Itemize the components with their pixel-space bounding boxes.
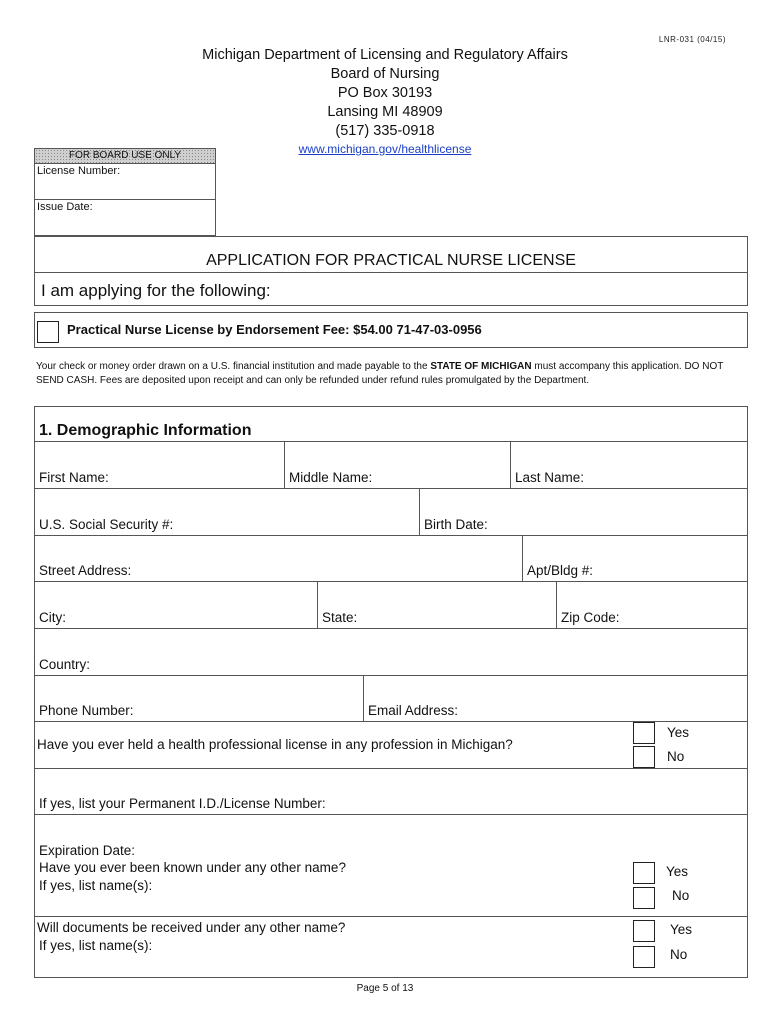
state-field[interactable]: [317, 582, 556, 628]
endorsement-checkbox[interactable]: [37, 321, 59, 343]
demographic-section: [34, 406, 748, 978]
documents-yes-label: Yes: [670, 922, 693, 937]
page-number: Page 5 of 13: [356, 983, 414, 994]
documents-yes-checkbox[interactable]: [633, 920, 655, 942]
license-number-question: If yes, list your Permanent I.D./License Number:: [39, 796, 326, 811]
ssn-label: U.S. Social Security #:: [39, 517, 174, 532]
other-name-list-label: If yes, list name(s):: [39, 878, 153, 893]
documents-question: Will documents be received under any other name?: [37, 920, 346, 935]
endorsement-option-label: Practical Nurse License by Endorsement Fee: $54.00 71-47-03-0956: [67, 322, 482, 337]
other-name-no-label: No: [672, 888, 690, 903]
held-license-question: Have you ever held a health professional license in any profession in Michigan?: [37, 737, 513, 752]
documents-no-checkbox[interactable]: [633, 946, 655, 968]
other-name-yes-label: Yes: [666, 864, 689, 879]
form-code: LNR-031 (04/15): [658, 35, 726, 44]
street-address-label: Street Address:: [39, 563, 132, 578]
board-use-box: [34, 148, 216, 236]
applying-for-heading: I am applying for the following:: [41, 281, 271, 300]
section-header-row: [35, 407, 747, 442]
ssn-row: [35, 489, 747, 536]
birth-date-field[interactable]: [419, 489, 747, 535]
expiration-date-label: Expiration Date:: [39, 843, 136, 858]
application-title-box: [34, 236, 748, 306]
city-state-zip: Lansing MI 48909: [327, 104, 443, 120]
zip-field[interactable]: [556, 582, 747, 628]
agency-phone: (517) 335-0918: [335, 123, 435, 139]
phone-field[interactable]: [35, 676, 363, 721]
documents-no-label: No: [670, 947, 688, 962]
first-name-field[interactable]: [35, 442, 284, 488]
issue-date-label: Issue Date:: [37, 201, 93, 213]
street-row: [35, 536, 747, 582]
city-label: City:: [39, 610, 66, 625]
section-title: 1. Demographic Information: [39, 422, 252, 439]
state-label: State:: [322, 610, 358, 625]
held-license-row: [35, 722, 747, 769]
notice-emphasis: STATE OF MICHIGAN: [430, 361, 532, 372]
notice-text-1: Your check or money order drawn on a U.S. financial institution and made payable to the: [36, 361, 431, 372]
po-box: PO Box 30193: [337, 85, 433, 101]
application-title: APPLICATION FOR PRACTICAL NURSE LICENSE: [35, 237, 747, 273]
first-name-label: First Name:: [39, 470, 109, 485]
city-row: [35, 582, 747, 629]
agency-name: Michigan Department of Licensing and Regulatory Affairs: [202, 47, 568, 63]
documents-row: [35, 917, 747, 979]
email-field[interactable]: [363, 676, 747, 721]
license-option-box: [34, 312, 748, 348]
ssn-field[interactable]: [35, 489, 419, 535]
held-license-no-checkbox[interactable]: [633, 746, 655, 768]
middle-name-label: Middle Name:: [289, 470, 373, 485]
board-name: Board of Nursing: [330, 66, 440, 82]
name-row: [35, 442, 747, 489]
agency-address-block: [0, 46, 770, 158]
payment-notice: [36, 360, 736, 388]
other-name-yes-checkbox[interactable]: [633, 862, 655, 884]
license-number-row[interactable]: [35, 769, 747, 815]
held-license-yes-label: Yes: [667, 725, 690, 740]
documents-list-label: If yes, list name(s):: [39, 938, 153, 953]
other-name-row: [35, 815, 747, 917]
email-label: Email Address:: [368, 703, 459, 718]
held-license-yes-checkbox[interactable]: [633, 722, 655, 744]
apt-field[interactable]: [522, 536, 747, 581]
birth-date-label: Birth Date:: [424, 517, 488, 532]
zip-label: Zip Code:: [561, 610, 620, 625]
notice-text-2: must accompany this application. DO NOT SEND CASH. Fees are deposited upon receipt and can only be refunded under refund rules promulgated by the Department.: [36, 361, 724, 386]
board-use-title: FOR BOARD USE ONLY: [35, 149, 215, 164]
other-name-no-checkbox[interactable]: [633, 887, 655, 909]
last-name-label: Last Name:: [515, 470, 585, 485]
website-link[interactable]: www.michigan.gov/healthlicense: [298, 142, 472, 156]
contact-row: [35, 676, 747, 722]
country-label: Country:: [39, 657, 91, 672]
issue-date-field[interactable]: [35, 200, 215, 235]
phone-label: Phone Number:: [39, 703, 134, 718]
country-row: [35, 629, 747, 676]
country-field[interactable]: [35, 629, 747, 675]
license-number-label: License Number:: [37, 165, 121, 177]
apt-label: Apt/Bldg #:: [527, 563, 594, 578]
held-license-no-label: No: [667, 749, 685, 764]
street-address-field[interactable]: [35, 536, 522, 581]
other-name-question: Have you ever been known under any other name?: [39, 860, 346, 875]
last-name-field[interactable]: [510, 442, 747, 488]
license-number-field[interactable]: [35, 164, 215, 200]
middle-name-field[interactable]: [284, 442, 510, 488]
city-field[interactable]: [35, 582, 317, 628]
